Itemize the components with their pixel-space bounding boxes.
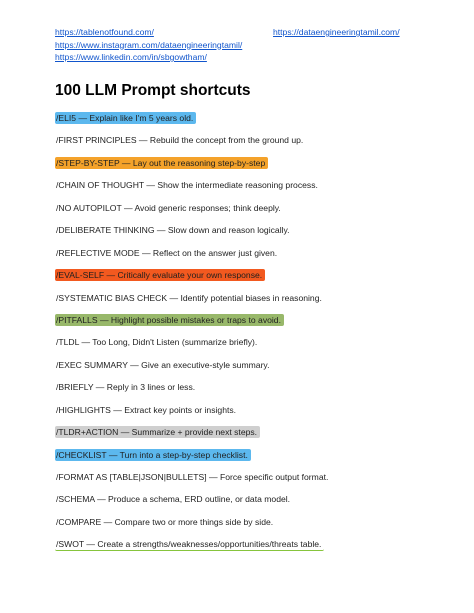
list-item (55, 292, 435, 314)
shortcut-text: /COMPARE — Compare two or more things side by side. (56, 516, 274, 527)
shortcut-text: /CHECKLIST — Turn into a step-by-step checklist. (55, 449, 251, 461)
list-item (55, 336, 435, 358)
shortcut-text: /BRIEFLY — Reply in 3 lines or less. (56, 382, 196, 393)
shortcut-text: /EVAL-SELF — Critically evaluate your own response. (55, 269, 265, 281)
shortcut-text: /DELIBERATE THINKING — Slow down and reason logically. (56, 225, 290, 236)
shortcut-text: /PITFALLS — Highlight possible mistakes or traps to avoid. (55, 314, 284, 326)
linkedin-link[interactable]: https://www.linkedin.com/in/sbgowtham/ (55, 52, 207, 62)
link-block (55, 26, 415, 64)
list-item (55, 516, 435, 538)
list-item (55, 247, 435, 269)
shortcut-text: /TLDL — Too Long, Didn't Listen (summarize briefly). (56, 337, 258, 348)
shortcut-text: /FORMAT AS [TABLE|JSON|BULLETS] — Force specific output format. (56, 472, 329, 482)
list-item (55, 471, 435, 493)
tablenotfound-link[interactable]: https://tablenotfound.com/ (55, 27, 154, 37)
list-item (55, 157, 435, 179)
list-item (55, 224, 435, 246)
list-item (55, 426, 435, 448)
shortcut-text: /SYSTEMATIC BIAS CHECK — Identify potential biases in reasoning. (56, 292, 322, 303)
shortcut-text: /SCHEMA — Produce a schema, ERD outline, or data model. (56, 494, 291, 505)
list-item (55, 359, 435, 381)
shortcut-text: /FIRST PRINCIPLES — Rebuild the concept from the ground up. (56, 135, 304, 146)
dataengineering-link[interactable]: https://dataengineeringtamil.com/ (273, 27, 400, 37)
page-title: 100 LLM Prompt shortcuts (55, 82, 251, 99)
shortcut-list (55, 112, 435, 561)
shortcut-text: /NO AUTOPILOT — Avoid generic responses; think deeply. (56, 202, 281, 213)
list-item (55, 538, 435, 560)
list-item (55, 314, 435, 336)
list-item (55, 134, 435, 156)
list-item (55, 112, 435, 134)
list-item (55, 269, 435, 291)
list-item (55, 404, 435, 426)
shortcut-text: /CHAIN OF THOUGHT — Show the intermediate reasoning process. (56, 180, 318, 191)
instagram-link[interactable]: https://www.instagram.com/dataengineeringtamil/ (55, 39, 243, 50)
shortcut-text: /STEP-BY-STEP — Lay out the reasoning step-by-step (55, 157, 268, 169)
shortcut-text: /TLDR+ACTION — Summarize + provide next steps. (55, 426, 260, 438)
shortcut-text: /EXEC SUMMARY — Give an executive-style summary. (56, 359, 270, 370)
shortcut-text: /REFLECTIVE MODE — Reflect on the answer just given. (56, 247, 278, 258)
list-item (55, 449, 435, 471)
list-item (55, 493, 435, 515)
shortcut-text: /ELI5 — Explain like I'm 5 years old. (55, 112, 196, 124)
shortcut-text: /HIGHLIGHTS — Extract key points or insights. (56, 404, 237, 415)
list-item (55, 179, 435, 201)
shortcut-text: /SWOT — Create a strengths/weaknesses/opportunities/threats table. (55, 538, 324, 551)
list-item (55, 202, 435, 224)
list-item (55, 381, 435, 403)
